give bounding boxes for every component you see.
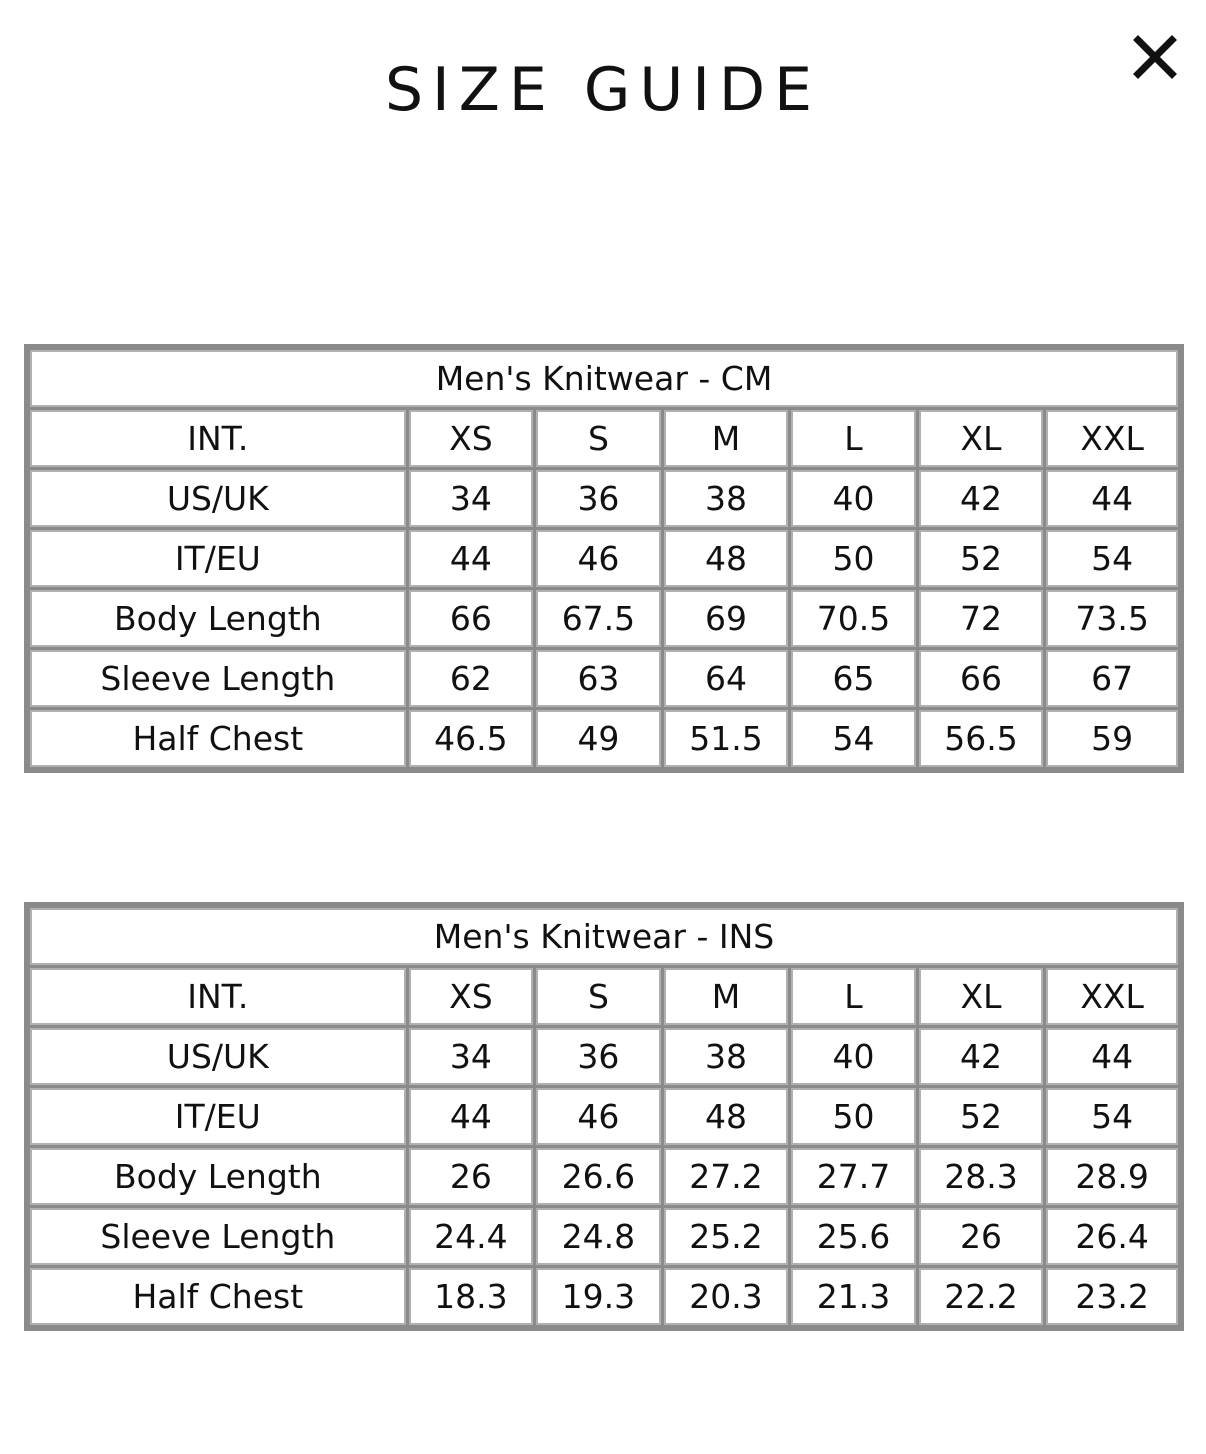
table-cell: 44 xyxy=(409,1088,534,1145)
table-cell: 52 xyxy=(919,530,1044,587)
table-cell: 34 xyxy=(409,1028,534,1085)
table-cell: 44 xyxy=(1046,470,1178,527)
table-caption: Men's Knitwear - CM xyxy=(30,350,1178,407)
table-cell: 51.5 xyxy=(664,710,789,767)
table-cell: 42 xyxy=(919,470,1044,527)
table-cell: 66 xyxy=(919,650,1044,707)
table-cell: 22.2 xyxy=(919,1268,1044,1325)
size-header-cell: XS xyxy=(409,410,534,467)
row-label-cell: Sleeve Length xyxy=(30,650,406,707)
row-label-cell: US/UK xyxy=(30,470,406,527)
row-label-cell: IT/EU xyxy=(30,1088,406,1145)
table-cell: 44 xyxy=(409,530,534,587)
table-cell: 40 xyxy=(791,1028,916,1085)
table-row xyxy=(30,1088,1178,1145)
row-label-cell: Body Length xyxy=(30,1148,406,1205)
table-row xyxy=(30,1148,1178,1205)
table-row xyxy=(30,710,1178,767)
table-cell: 21.3 xyxy=(791,1268,916,1325)
size-header-cell: XS xyxy=(409,968,534,1025)
table-cell: 26.6 xyxy=(536,1148,661,1205)
table-cell: 54 xyxy=(791,710,916,767)
table-cell: 67 xyxy=(1046,650,1178,707)
table-caption-row xyxy=(30,908,1178,965)
table-cell: 48 xyxy=(664,530,789,587)
table-caption: Men's Knitwear - INS xyxy=(30,908,1178,965)
table-cell: 54 xyxy=(1046,1088,1178,1145)
close-icon xyxy=(1126,28,1184,86)
table-cell: 56.5 xyxy=(919,710,1044,767)
row-label-cell: Half Chest xyxy=(30,710,406,767)
table-cell: 25.2 xyxy=(664,1208,789,1265)
table-cell: 27.2 xyxy=(664,1148,789,1205)
table-cell: 26 xyxy=(409,1148,534,1205)
size-header-cell: L xyxy=(791,968,916,1025)
row-label-cell: INT. xyxy=(30,410,406,467)
size-header-cell: XL xyxy=(919,410,1044,467)
table-cell: 25.6 xyxy=(791,1208,916,1265)
close-button[interactable] xyxy=(1126,28,1184,86)
table-cell: 38 xyxy=(664,1028,789,1085)
size-header-cell: XXL xyxy=(1046,410,1178,467)
table-cell: 27.7 xyxy=(791,1148,916,1205)
table-cell: 28.3 xyxy=(919,1148,1044,1205)
table-cell: 36 xyxy=(536,470,661,527)
row-label-cell: Half Chest xyxy=(30,1268,406,1325)
table-row xyxy=(30,470,1178,527)
size-header-cell: XXL xyxy=(1046,968,1178,1025)
row-label-cell: Sleeve Length xyxy=(30,1208,406,1265)
size-header-cell: L xyxy=(791,410,916,467)
table-cell: 59 xyxy=(1046,710,1178,767)
table-row xyxy=(30,1208,1178,1265)
table-cell: 65 xyxy=(791,650,916,707)
size-header-cell: M xyxy=(664,410,789,467)
table-cell: 52 xyxy=(919,1088,1044,1145)
table-cell: 73.5 xyxy=(1046,590,1178,647)
table-cell: 46.5 xyxy=(409,710,534,767)
table-cell: 18.3 xyxy=(409,1268,534,1325)
table-cell: 50 xyxy=(791,1088,916,1145)
table-cell: 34 xyxy=(409,470,534,527)
table-cell: 70.5 xyxy=(791,590,916,647)
table-cell: 36 xyxy=(536,1028,661,1085)
table-row xyxy=(30,1028,1178,1085)
table-cell: 23.2 xyxy=(1046,1268,1178,1325)
table-cell: 66 xyxy=(409,590,534,647)
table-cell: 72 xyxy=(919,590,1044,647)
table-cell: 28.9 xyxy=(1046,1148,1178,1205)
table-row xyxy=(30,590,1178,647)
table-cell: 40 xyxy=(791,470,916,527)
table-cell: 46 xyxy=(536,530,661,587)
row-label-cell: US/UK xyxy=(30,1028,406,1085)
table-cell: 26.4 xyxy=(1046,1208,1178,1265)
table-cell: 69 xyxy=(664,590,789,647)
table-cell: 44 xyxy=(1046,1028,1178,1085)
size-table-cm xyxy=(24,344,1184,773)
table-header-row xyxy=(30,410,1178,467)
size-header-cell: M xyxy=(664,968,789,1025)
table-cell: 24.8 xyxy=(536,1208,661,1265)
table-row xyxy=(30,1268,1178,1325)
table-row xyxy=(30,650,1178,707)
table-cell: 49 xyxy=(536,710,661,767)
size-header-cell: XL xyxy=(919,968,1044,1025)
table-cell: 67.5 xyxy=(536,590,661,647)
size-table-ins xyxy=(24,902,1184,1331)
size-header-cell: S xyxy=(536,410,661,467)
table-cell: 24.4 xyxy=(409,1208,534,1265)
row-label-cell: INT. xyxy=(30,968,406,1025)
table-cell: 62 xyxy=(409,650,534,707)
table-cell: 54 xyxy=(1046,530,1178,587)
table-cell: 26 xyxy=(919,1208,1044,1265)
row-label-cell: Body Length xyxy=(30,590,406,647)
size-header-cell: S xyxy=(536,968,661,1025)
table-cell: 38 xyxy=(664,470,789,527)
table-cell: 64 xyxy=(664,650,789,707)
table-cell: 63 xyxy=(536,650,661,707)
page-title: SIZE GUIDE xyxy=(384,55,822,125)
table-cell: 46 xyxy=(536,1088,661,1145)
table-header-row xyxy=(30,968,1178,1025)
table-cell: 50 xyxy=(791,530,916,587)
table-cell: 19.3 xyxy=(536,1268,661,1325)
table-cell: 20.3 xyxy=(664,1268,789,1325)
table-cell: 42 xyxy=(919,1028,1044,1085)
table-row xyxy=(30,530,1178,587)
table-caption-row xyxy=(30,350,1178,407)
table-cell: 48 xyxy=(664,1088,789,1145)
row-label-cell: IT/EU xyxy=(30,530,406,587)
